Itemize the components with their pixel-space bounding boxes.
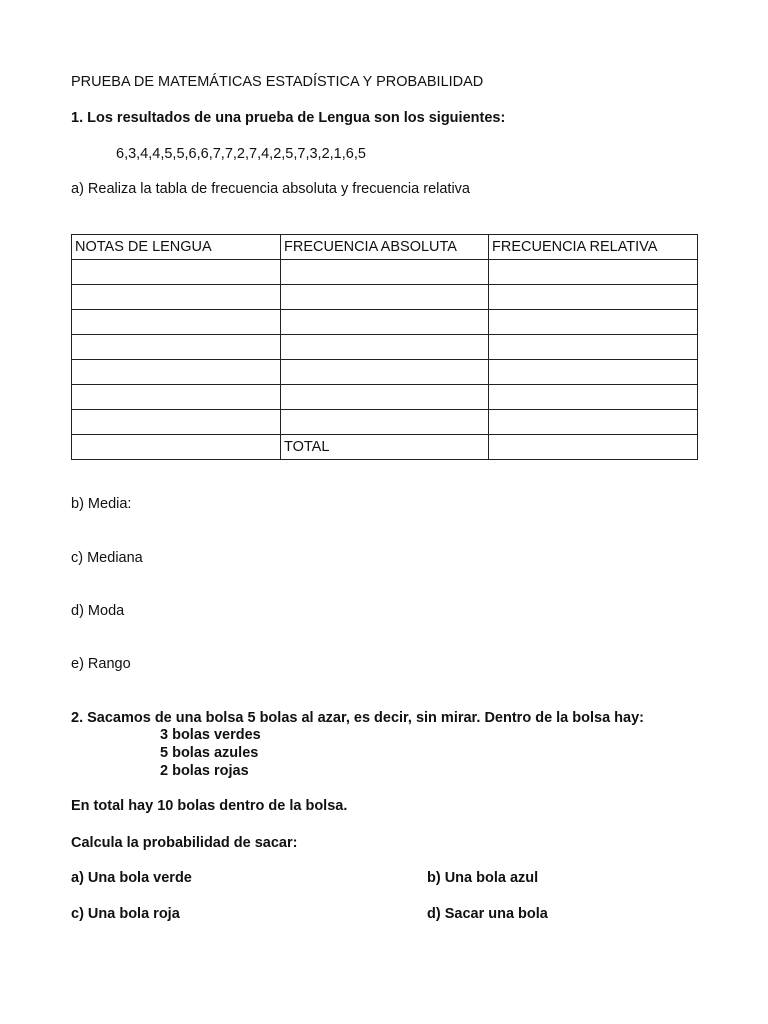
header-frecuencia-relativa: FRECUENCIA RELATIVA [489,235,698,260]
table-cell [281,260,489,285]
table-row [72,285,698,310]
bag-item-blue: 5 bolas azules [160,745,259,761]
table-cell [489,435,698,460]
question-2-heading: 2. Sacamos de una bolsa 5 bolas al azar, es decir, sin mirar. Dentro de la bolsa hay: [71,710,644,726]
table-cell [489,385,698,410]
question-1d-moda: d) Moda [71,603,125,619]
table-cell [72,285,281,310]
table-cell [281,310,489,335]
table-cell [72,435,281,460]
header-notas: NOTAS DE LENGUA [72,235,281,260]
question-1c-mediana: c) Mediana [71,550,143,566]
question-1b-media: b) Media: [71,496,132,512]
table-cell [489,260,698,285]
total-balls-text: En total hay 10 bolas dentro de la bolsa. [71,798,348,814]
option-c-red: c) Una bola roja [71,906,180,922]
table-cell [489,410,698,435]
table-cell [281,410,489,435]
table-cell [72,360,281,385]
table-cell [281,360,489,385]
bag-item-red: 2 bolas rojas [160,763,249,779]
score-values: 6,3,4,4,5,5,6,6,7,7,2,7,4,2,5,7,3,2,1,6,5 [116,146,366,162]
table-cell [489,285,698,310]
table-cell [281,335,489,360]
option-b-blue: b) Una bola azul [427,870,539,886]
table-header-row [72,235,698,260]
table-cell [72,260,281,285]
header-frecuencia-absoluta: FRECUENCIA ABSOLUTA [281,235,489,260]
table-row [72,410,698,435]
question-1a-prompt: a) Realiza la tabla de frecuencia absoluta y frecuencia relativa [71,181,470,197]
table-cell [489,335,698,360]
table-cell [72,310,281,335]
table-row [72,335,698,360]
table-cell [489,360,698,385]
option-d-any: d) Sacar una bola [427,906,548,922]
table-cell [281,385,489,410]
question-1-heading: 1. Los resultados de una prueba de Lengua son los siguientes: [71,110,506,126]
option-a-green: a) Una bola verde [71,870,192,886]
total-label: TOTAL [281,435,489,460]
bag-item-green: 3 bolas verdes [160,727,261,743]
frequency-table [71,234,698,460]
table-cell [72,335,281,360]
table-cell [72,410,281,435]
table-total-row [72,435,698,460]
table-cell [489,310,698,335]
table-row [72,260,698,285]
question-1e-rango: e) Rango [71,656,131,672]
table-cell [281,285,489,310]
table-row [72,310,698,335]
page-title: PRUEBA DE MATEMÁTICAS ESTADÍSTICA Y PROBABILIDAD [71,74,484,90]
table-cell [72,385,281,410]
table-row [72,360,698,385]
table-row [72,385,698,410]
probability-instruction: Calcula la probabilidad de sacar: [71,835,298,851]
